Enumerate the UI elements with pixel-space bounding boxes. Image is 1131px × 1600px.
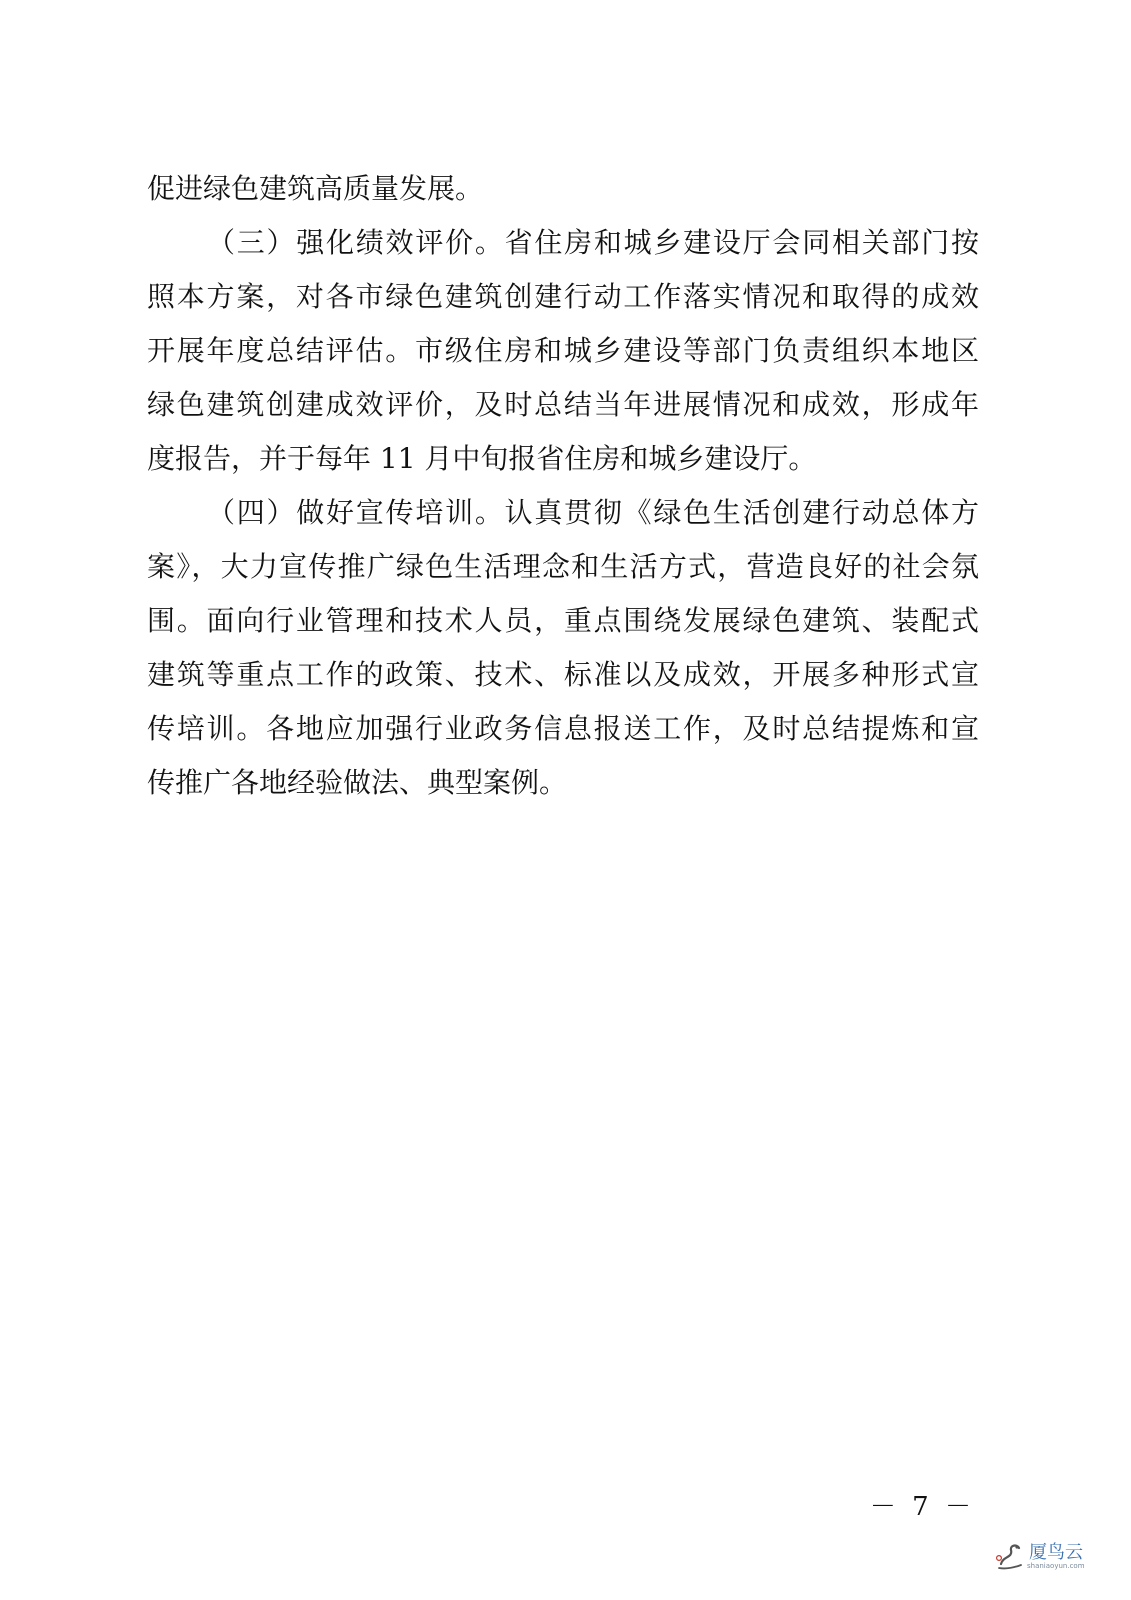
bird-logo-icon (993, 1538, 1027, 1572)
watermark-name: 厦鸟云 (1029, 1542, 1083, 1563)
page-number: － 7 － (869, 1492, 975, 1522)
text-line: 传推广各地经验做法、典型案例。 (147, 766, 568, 799)
watermark-url: shaniaoyun.com (1027, 1562, 1085, 1570)
text-line: 促进绿色建筑高质量发展。 (147, 172, 484, 205)
text-line: 照本方案，对各市绿色建筑创建行动工作落实情况和取得的成效 (147, 280, 979, 313)
text-line: （三）强化绩效评价。省住房和城乡建设厅会同相关部门按 (207, 226, 979, 259)
text-line: 绿色建筑创建成效评价，及时总结当年进展情况和成效，形成年 (147, 388, 979, 421)
text-line: 度报告，并于每年 11 月中旬报省住房和城乡建设厅。 (147, 442, 817, 475)
text-line: （四）做好宣传培训。认真贯彻《绿色生活创建行动总体方 (207, 496, 979, 529)
text-line: 开展年度总结评估。市级住房和城乡建设等部门负责组织本地区 (147, 334, 979, 367)
watermark (993, 1536, 1103, 1580)
text-line: 案》，大力宣传推广绿色生活理念和生活方式，营造良好的社会氛 (147, 550, 979, 583)
text-line: 围。面向行业管理和技术人员，重点围绕发展绿色建筑、装配式 (147, 604, 979, 637)
text-line: 建筑等重点工作的政策、技术、标准以及成效，开展多种形式宣 (147, 658, 979, 691)
text-line: 传培训。各地应加强行业政务信息报送工作，及时总结提炼和宣 (147, 712, 979, 745)
body-text (147, 162, 979, 810)
